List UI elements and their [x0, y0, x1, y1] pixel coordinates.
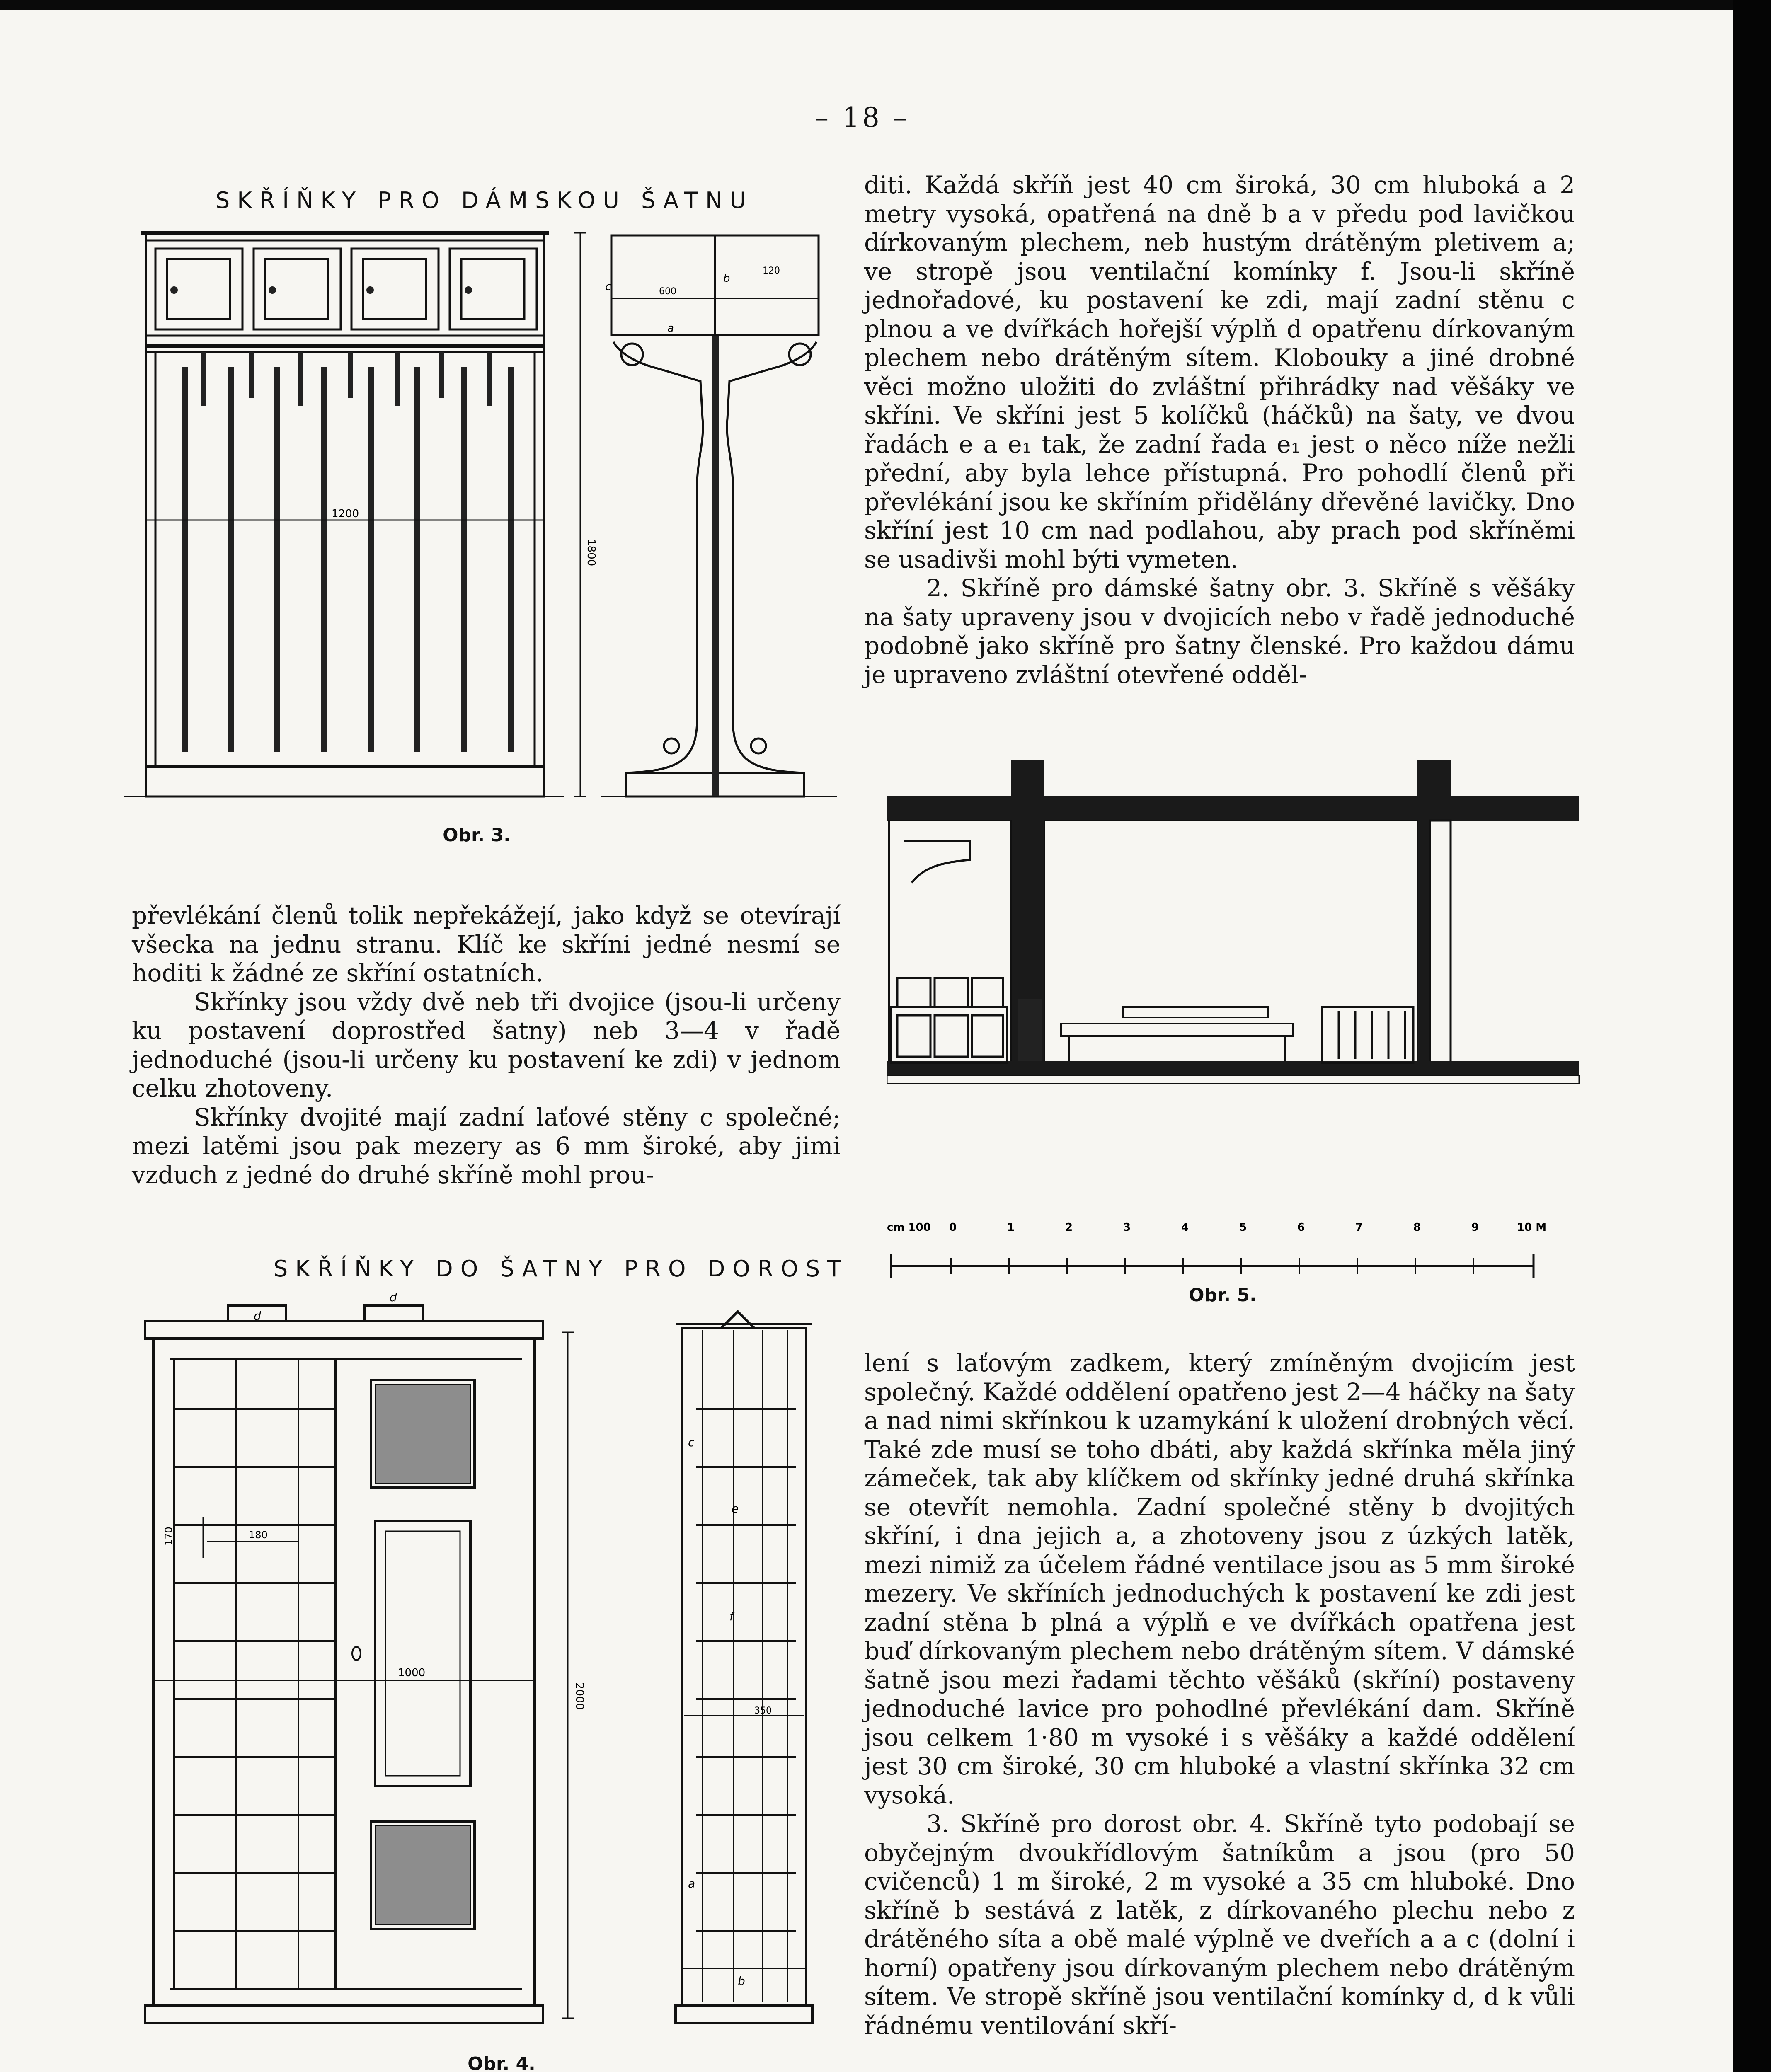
- fig5-lockers-right: [1322, 1007, 1413, 1063]
- fig4-side-section: [676, 1312, 812, 2023]
- left-column-middle: [132, 901, 841, 1189]
- scan-right-edge: [1733, 0, 1771, 2072]
- fig5-scale-label-9: 9: [1471, 1221, 1479, 1234]
- fig3-drawing: [124, 224, 837, 812]
- right-column-bottom: [864, 1349, 1575, 2040]
- fig4-right-door: [352, 1380, 475, 1929]
- fig4-caption: Obr. 4.: [468, 2053, 535, 2072]
- fig4-label-b: b: [738, 1974, 745, 1988]
- right-top-para-1: diti. Každá skříň jest 40 cm široká, 30 cm hluboká a 2 metry vysoká, opatřená na dně b a v předu pod lavičkou dírkovaným plechem, neb hustým drátěným pletivem a; ve stropě jsou ventilační komínky f. Jsou-li skříně jednořadové, ku postavení ke zdi, mají zadní stěnu c plnou a ve dvířkách hořejší výplň d opatřenu dírkovaným plechem nebo drátěným sítem. Klobouky a jiné drobné věci možno uložiti do zvláštní přihrádky nad věšáky ve skříni. Ve skříni jest 5 kolíčků (háčků) na šaty, ve dvou řadách e a e₁ tak, že zadní řada e₁ jest o něco níže nežli přední, aby byla lehce přístupná. Pro pohodlí členů při převlékání jsou ke skříním přidělány dřevěné lavičky. Dno skříní jest 10 cm nad podlahou, aby prach pod skříněmi se usadivši mohl býti vymeten.: [864, 171, 1575, 574]
- right-bottom-para-1: lení s laťovým zadkem, který zmíněným dvojicím jest společný. Každé oddělení opatřeno jest 2—4 háčky na šaty a nad nimi skřínkou k uzamykání k uložení drobných věcí. Také zde musí se toho dbáti, aby každá skřínka měla jiný zámeček, tak aby klíčkem od skřínky jedné druhá skřínka se otevřít nemohla. Zadní společné stěny b dvojitých skříní, i dna jejich a, a zhotoveny jsou z úzkých latěk, mezi nimiž za účelem řádné ventilace jsou as 5 mm široké mezery. Ve skříních jednoduchých k postavení ke zdi jest zadní stěna b plná a výplň e ve dvířkách opatřena jest buď dírkovaným plechem nebo drátěným sítem. V dámské šatně jsou mezi řadami těchto věšáků (skříní) postaveny jednoduché lavice pro pohodlné převlékání dam. Skříně jsou celkem 1·80 m vysoké i s věšáky a každé oddělení jest 30 cm široké, 30 cm hluboké a vlastní skřínka 32 cm vysoká.: [864, 1349, 1575, 1809]
- fig4-heading: SKŘÍŇKY DO ŠATNY PRO DOROST: [274, 1256, 849, 1282]
- fig5-scale-label-5: 5: [1239, 1221, 1247, 1234]
- fig5-caption: Obr. 5.: [1189, 1285, 1257, 1306]
- fig5-scale-label-8: 8: [1413, 1221, 1421, 1234]
- fig5-benches: [1061, 1007, 1293, 1061]
- left-middle-para-3: Skřínky dvojité mají zadní laťové stěny c společné; mezi latěmi jsou pak mezery as 6 mm široké, aby jimi vzduch z jedné do druhé skříně mohl prou-: [132, 1103, 841, 1189]
- fig4-dim-180: 180: [249, 1529, 268, 1541]
- fig4-drawing: [141, 1289, 854, 2047]
- fig5-scale-bar: [891, 1254, 1534, 1278]
- fig4-rack-grid: [174, 1359, 336, 1989]
- fig5-scale-label-4: 4: [1181, 1221, 1189, 1234]
- fig3-label-c: c: [605, 281, 611, 293]
- fig5-scale-label-7: 7: [1355, 1221, 1363, 1234]
- fig4-dim-170: 170: [163, 1527, 174, 1546]
- fig5-lockers-left: [891, 978, 1007, 1063]
- fig5-drawing: [887, 758, 1587, 1285]
- fig4-label-d-left: d: [254, 1309, 261, 1323]
- fig3-label-b: b: [723, 272, 730, 285]
- fig5-scale-label-10m: 10 M: [1517, 1221, 1547, 1234]
- right-bottom-para-2: 3. Skříně pro dorost obr. 4. Skříně tyto podobají se obyčejným dvoukřídlovým šatníkům a jsou (pro 50 cvičenců) 1 m široké, 2 m vysoké a 35 cm hluboké. Dno skříně b sestává z latěk, z dírkovaného plechu nebo z drátěného síta a obě malé výplně ve dveřích a a c (dolní i horní) opatřeny jsou dírkovaným plechem nebo drátěným sítem. Ve stropě skříně jsou ventilační komínky d, d k vůli řádnému ventilování skří-: [864, 1810, 1575, 2040]
- fig4-label-d-right: d: [390, 1290, 397, 1304]
- fig4-dimension-lines: [153, 1332, 574, 2018]
- right-column-top: [864, 171, 1575, 689]
- fig5-scale-label-3: 3: [1123, 1221, 1131, 1234]
- fig4-dim-1000: 1000: [398, 1667, 426, 1679]
- fig5-scale-label-1: 1: [1007, 1221, 1015, 1234]
- fig5-scale-label-2: 2: [1065, 1221, 1073, 1234]
- fig4-label-e: e: [732, 1502, 739, 1515]
- fig3-label-a: a: [667, 322, 674, 334]
- page-number: – 18 –: [815, 102, 909, 133]
- fig4-label-a: a: [688, 1877, 695, 1890]
- fig4-front-elevation: [145, 1305, 543, 2023]
- fig4-dim-2000: 2000: [573, 1682, 586, 1710]
- fig3-dim-1200: 1200: [332, 508, 359, 520]
- fig3-dim-600: 600: [659, 286, 676, 297]
- fig4-label-f: f: [729, 1610, 734, 1623]
- fig3-heading: SKŘÍŇKY PRO DÁMSKOU ŠATNU: [216, 187, 753, 213]
- fig3-dim-1800: 1800: [585, 539, 597, 566]
- fig4-dim-350: 350: [754, 1706, 772, 1716]
- fig5-scale-label-6: 6: [1297, 1221, 1305, 1234]
- scan-top-edge: [0, 0, 1771, 10]
- fig4-label-c: c: [688, 1435, 695, 1449]
- fig3-dim-120: 120: [763, 266, 780, 276]
- fig5-scale-label-cm: cm 100: [887, 1221, 931, 1234]
- fig5-scale-label-0: 0: [949, 1221, 957, 1234]
- left-middle-para-2: Skřínky jsou vždy dvě neb tři dvojice (jsou-li určeny ku postavení doprostřed šatny) neb 3—4 v řadě jednoduché (jsou-li určeny ku postavení ke zdi) v jednom celku zhotoveny.: [132, 988, 841, 1102]
- left-middle-para-1: převlékání členů tolik nepřekážejí, jako když se otevírají všecka na jednu stranu. Klíč ke skříni jedné nesmí se hoditi k žádné ze skříní ostatních.: [132, 901, 841, 987]
- fig3-caption: Obr. 3.: [443, 825, 511, 846]
- fig3-center-post: [712, 336, 719, 796]
- fig3-side-section: [601, 235, 837, 796]
- fig3-dimension-lines: [146, 233, 586, 796]
- right-top-para-2: 2. Skříně pro dámské šatny obr. 3. Skříně s věšáky na šaty upraveny jsou v dvojicích nebo v řadě jednoduché podobně jako skříně pro šatny členské. Pro každou dámu je upraveno zvláštní otevřené odděl-: [864, 574, 1575, 689]
